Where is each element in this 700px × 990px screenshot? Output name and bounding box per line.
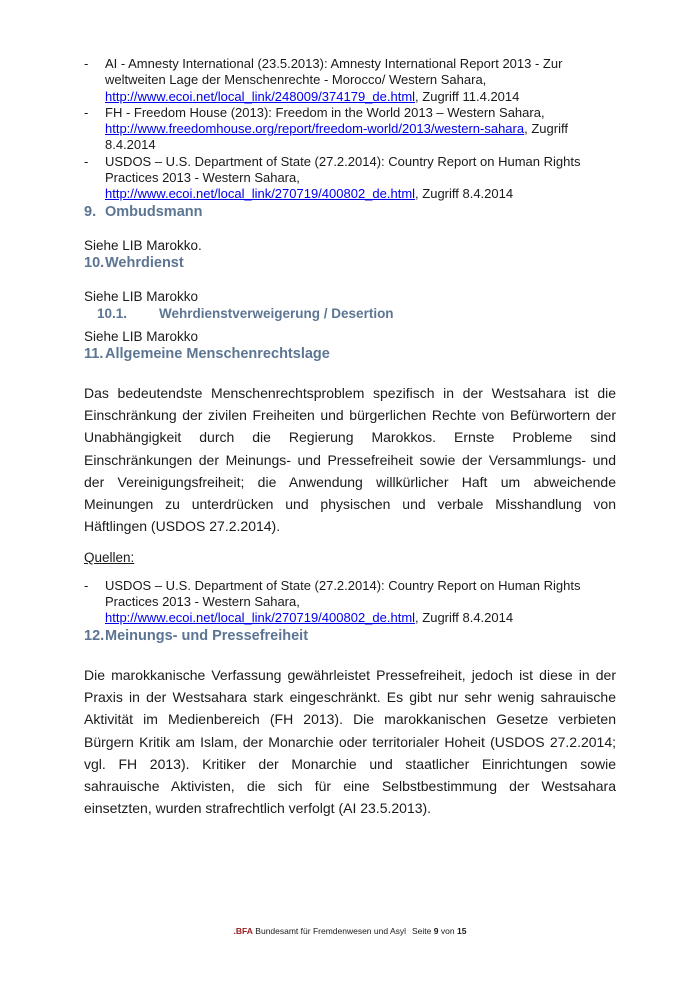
source-text: USDOS – U.S. Department of State (27.2.2014): Country Report on Human Rights Practices 2013 - Western Sahara, [105, 153, 581, 186]
section-9-body: Siehe LIB Marokko. [84, 237, 202, 253]
footer-page-number: 9 [433, 926, 439, 936]
source-suffix: , Zugriff 8.4.2014 [415, 186, 514, 202]
section-heading-9 [84, 203, 616, 221]
bfa-logo: .BFA [233, 926, 253, 936]
footer-von-label: von [440, 926, 455, 936]
footer-org: Bundesamt für Fremdenwesen und Asyl [255, 926, 407, 936]
section-11-source-list [84, 578, 616, 627]
source-suffix: , Zugriff 11.4.2014 [415, 88, 520, 104]
source-text: FH - Freedom House (2013): Freedom in the World 2013 – Western Sahara, [105, 104, 545, 120]
footer-page-label: Seite [412, 926, 432, 936]
bullet-dash: - [84, 56, 89, 71]
section-number: 12. [84, 627, 105, 644]
source-item [84, 154, 616, 203]
bullet-dash: - [84, 577, 89, 593]
section-10-1-body: Siehe LIB Marokko [84, 328, 199, 344]
source-link[interactable]: http://www.ecoi.net/local_link/270719/400802_de.html [105, 186, 416, 202]
page-footer [0, 926, 700, 937]
section-title: Wehrdienst [105, 254, 184, 271]
source-suffix: , Zugriff 8.4.2014 [105, 121, 568, 153]
source-link[interactable]: http://www.ecoi.net/local_link/248009/374179_de.html [105, 88, 416, 104]
section-number: 10.1. [97, 305, 128, 321]
source-link[interactable]: http://www.ecoi.net/local_link/270719/400802_de.html [105, 610, 416, 626]
section-11-paragraph: Das bedeutendste Menschenrechtsproblem spezifisch in der Westsahara ist die Einschränkung der zivilen Freiheiten und bürgerlichen Rechte von Befürwortern der Unabhängigkeit durch die Regierung Marokkos. Ernste Probleme sind Einschränkungen der Meinungs- und Pressefreiheit sowie der Versammlungs- und der Vereinigungsfreiheit; die Anwendung willkürlicher Haft um abweichende Meinungen zu unterdrücken und physischen und verbale Misshandlung von Häftlingen (USDOS 27.2.2014). [84, 384, 616, 535]
source-suffix: , Zugriff 8.4.2014 [415, 610, 514, 626]
section-heading-10 [84, 254, 616, 272]
section-title: Meinungs- und Pressefreiheit [105, 627, 309, 644]
section-12-paragraph: Die marokkanische Verfassung gewährleistet Pressefreiheit, jedoch ist diese in der Praxis in der Westsahara stark eingeschränkt. Es gibt nur sehr wenig sahrauische Aktivität im Medienbereich (FH 2013). Die marokkanischen Gesetze verbieten Bürgern Kritik am Islam, der Monarchie oder territorialer Hoheit (USDOS 27.2.2014; vgl. FH 2013). Kritiker der Monarchie und staatlicher Einrichtungen sowie sahrauische Aktivisten, die sich für eine Selbstbestimmung der Westsahara einsetzten, wurden strafrechtlich verfolgt (AI 23.5.2013). [84, 666, 616, 817]
source-item [84, 56, 616, 105]
section-10-body: Siehe LIB Marokko [84, 288, 199, 304]
source-link[interactable]: http://www.freedomhouse.org/report/freedom-world/2013/western-sahara [105, 121, 525, 137]
section-title: Ombudsmann [105, 203, 203, 220]
section-title: Wehrdienstverweigerung / Desertion [159, 305, 394, 321]
section-heading-10-1 [97, 305, 616, 322]
quellen-label: Quellen: [84, 549, 135, 565]
source-item [84, 105, 616, 154]
bullet-dash: - [84, 104, 89, 120]
section-number: 11. [84, 345, 104, 362]
source-text: USDOS – U.S. Department of State (27.2.2014): Country Report on Human Rights Practices 2013 - Western Sahara, [105, 577, 581, 610]
bullet-dash: - [84, 153, 89, 169]
section-number: 10. [84, 254, 105, 271]
source-text: AI - Amnesty International (23.5.2013): Amnesty International Report 2013 - Zur weltweiten Lage der Menschenrechte - Morocco/ Western Sahara, [105, 56, 563, 88]
section-title: Allgemeine Menschenrechtslage [105, 345, 330, 362]
section-number: 9. [84, 203, 97, 220]
source-item [84, 578, 616, 627]
section-heading-11 [84, 345, 616, 363]
top-source-list [84, 56, 616, 203]
footer-page-total: 15 [456, 926, 467, 936]
section-heading-12 [84, 627, 616, 645]
